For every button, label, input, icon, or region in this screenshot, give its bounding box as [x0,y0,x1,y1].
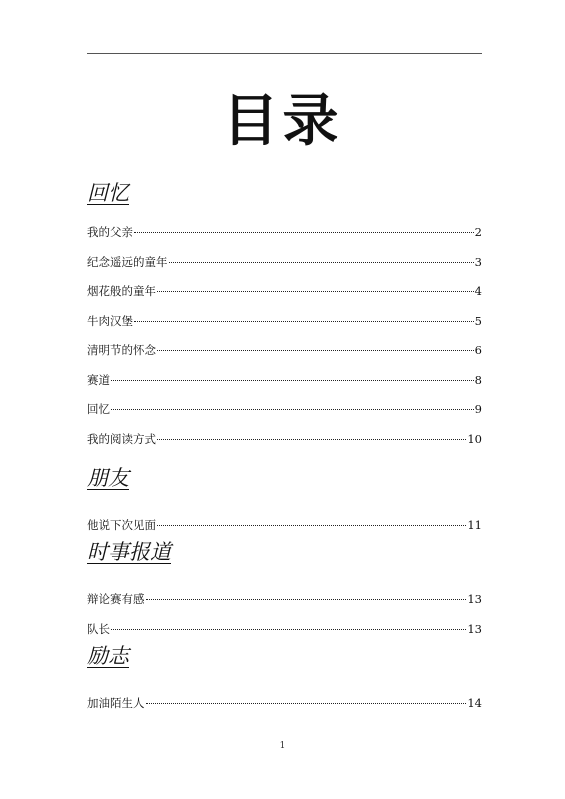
toc-entry[interactable] [87,248,482,278]
toc-entry[interactable] [87,395,482,425]
toc-entry[interactable] [87,277,482,307]
page-number: 1 [279,741,286,751]
dot-leader [146,703,467,704]
toc-entry[interactable] [87,336,482,366]
toc-entry[interactable] [87,218,482,248]
toc-entry-label: 烟花般的童年 [87,284,156,298]
toc-entry-page: 4 [474,284,482,298]
dot-leader [134,232,474,233]
toc-entry-page: 5 [474,313,482,328]
dot-leader [169,262,474,263]
toc-entry-page: 14 [467,696,482,710]
dot-leader [146,599,467,600]
toc-entry[interactable] [87,511,482,541]
dot-leader [157,350,474,351]
toc-entry-label: 牛肉汉堡 [87,313,133,328]
toc-entry[interactable] [87,689,482,719]
toc-section-inspiration [87,643,482,719]
toc-entry-label: 队长 [87,621,110,636]
toc-entry-page: 8 [474,372,482,387]
toc-entry-page: 13 [467,621,482,636]
toc-entry-label: 纪念遥远的童年 [87,254,168,269]
toc-entry-page: 9 [474,402,482,416]
toc-entry[interactable] [87,615,482,645]
toc-entry-label: 清明节的怀念 [87,343,156,357]
toc-section-friends [87,465,482,541]
dot-leader [111,629,466,630]
toc-entry-page: 3 [474,254,482,269]
page-title: 目录 [222,89,343,154]
toc-entry-label: 他说下次见面 [87,518,156,532]
dot-leader [134,321,474,322]
toc-entry-page: 11 [467,518,482,532]
section-heading: 时事报道 [87,540,171,564]
toc-entry-label: 赛道 [87,372,110,387]
toc-entry-label: 我的阅读方式 [87,431,156,446]
dot-leader [111,409,474,410]
toc-entry-label: 辩论赛有感 [87,592,145,606]
toc-section-memories [87,180,482,454]
section-heading: 励志 [87,644,129,668]
toc-entry-page: 2 [474,225,482,239]
toc-entry-label: 加油陌生人 [87,696,145,710]
toc-entry-page: 13 [467,592,482,606]
toc-entry-page: 6 [474,343,482,357]
toc-section-current-affairs [87,539,482,644]
toc-entry[interactable] [87,307,482,337]
section-heading: 回忆 [87,181,129,205]
header-rule [87,53,482,54]
toc-entry[interactable] [87,585,482,615]
section-heading: 朋友 [87,466,129,490]
toc-entry[interactable] [87,366,482,396]
toc-entry-page: 10 [467,431,482,446]
dot-leader [157,525,466,526]
toc-entry-label: 我的父亲 [87,225,133,239]
dot-leader [111,380,474,381]
dot-leader [157,439,466,440]
toc-entry[interactable] [87,425,482,455]
dot-leader [157,291,474,292]
toc-entry-label: 回忆 [87,402,110,416]
